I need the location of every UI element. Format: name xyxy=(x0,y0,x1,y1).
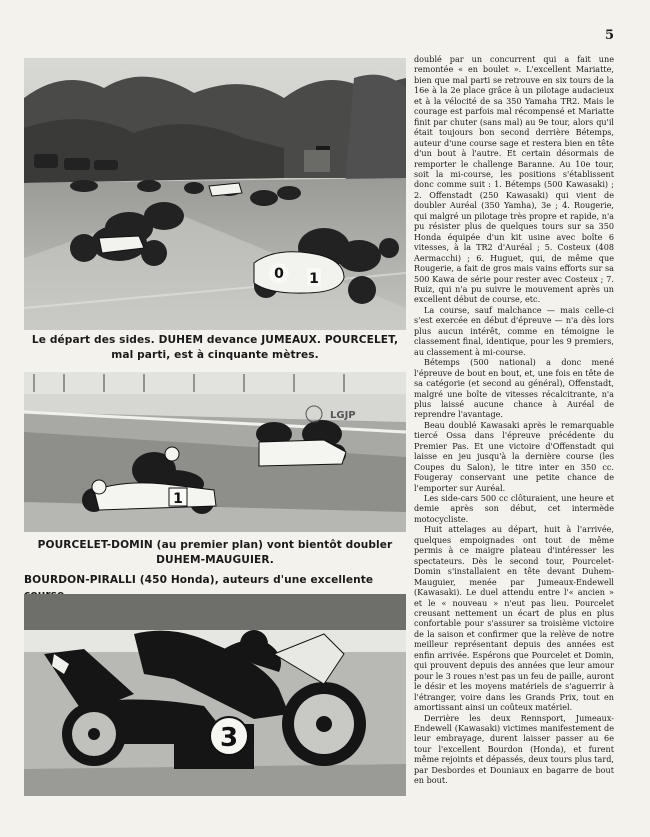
photo-sidecar-start xyxy=(24,58,406,330)
article-paragraph: Huit attelages au départ, huit à l'arrivée, quelques empoignades ont tout de même permis à ce maigre plateau d'intéresser les spectateurs. Dès le second tour, Pourcelet-Domin s'installaient en tête devant Duhem-Mauguier, menée par Jumeaux-Endewell (Kawasaki). Le duel attendu entre l'« ancien » et le « nouveau » n'eut pas lieu. Pourcelet creusant nettement un écart de plus en plus confortable pour s'assurer sa troisième victoire de la saison et confirmer que la relève de notre meilleur représentant depuis des années est enfin arrivée. Espérons que Pourcelet et Domin, qui prouvent depuis des années que leur amour pour le 3 roues n'est pas un feu de paille, auront le désir et les moyens matériels de s'aguerrir à l'étranger, voire dans les Grands Prix, tout en amortissant ainsi un coûteux matériel. xyxy=(414,524,614,713)
caption-photo3: BOURDON-PIRALLI (450 Honda), auteurs d'une excellente xyxy=(24,574,374,586)
article-paragraph: Bétemps (500 national) a donc mené l'épreuve de bout en bout, et, une fois en tête de sa catégorie (et second au général), Offenstadt, malgré une boîte de vitesses récalcitrante, n'a plus laissé aucune chance à Auréal de reprendre l'avantage. xyxy=(414,357,614,420)
article-paragraph: doublé par un concurrent qui a fait une remontée « en boulet ». L'excellent Mariatte, bien que mal parti se retrouve en six tours de la 16e à la 2e place grâce à un pilotage audacieux et à la vélocité de sa 350 Yamaha TR2. Mais le courage est parfois mal récompensé et Mariatte finit par chuter (sans mal) au 9e tour, alors qu'il était toujours bon second derrière Bétemps, auteur d'une course sage et restera bien en tête d'un bout à l'autre. Et certain désormais de remporter le challenge Baranne. Au 10e tour, soit la mi-course, les positions s'établissent donc comme suit : 1. Bétemps (500 Kawasaki) ; 2. Offenstadt (250 Kawasaki) qui vient de doubler Auréal (350 Yamha), 3e ; 4. Rougerie, qui malgré un pilotage très propre et rapide, n'a pu résister plus de quelques tours sur sa 350 Honda équipée d'un kit usine avec boîte 6 vitesses, à la TR2 d'Auréal ; 5. Costeux (408 Aermacchi) ; 6. Huguet, qui, de même que Rougerie, a fait de gros mais vains efforts sur sa 500 Kawa de série pour rester avec Costeux ; 7. Ruiz, qui n'a pu suivre le mouvement après un excellent début de course, etc. xyxy=(414,54,614,305)
svg-text:0: 0 xyxy=(274,266,284,282)
article-paragraph: Derrière les deux Rennsport, Jumeaux-Endewell (Kawasaki) victimes manifestement de leur embrayage, durent laisser passer au 6e tour l'excellent Bourdon (Honda), et furent même rejoints et dépassés, deux tours plus tard, par Desbordes et Douniaux en bagarre de bout en bout. xyxy=(414,712,614,786)
photo-bourdon-piralli xyxy=(24,594,406,796)
article-paragraph: Les side-cars 500 cc clôturaient, une heure et demie après son début, cet intermède motocycliste. xyxy=(414,493,614,524)
caption-photo1: Le départ des sides. DUHEM devance JUMEAUX. POURCELET, mal parti, est à cinquante mètres. xyxy=(31,334,399,361)
article-body xyxy=(414,54,614,786)
sidecar-number: 1 xyxy=(173,491,183,507)
article-paragraph: La course, sauf malchance — mais celle-ci s'est exercée en début d'épreuve — n'a dès lors plus aucun intérêt, comme en témoigne le classement final, identique, pour les 9 premiers, au classement à mi-course. xyxy=(414,304,614,357)
photo-pourcelet-domin xyxy=(24,372,406,532)
page-number: 5 xyxy=(604,28,614,43)
sidecar-number: 1 xyxy=(309,271,319,287)
watermark: LGJP xyxy=(330,410,356,421)
article-paragraph: Beau doublé Kawasaki après le remarquable tiercé Ossa dans l'épreuve précédente du Premier Pas. Et une victoire d'Offenstadt qui laisse en jeu jusqu'à la dernière course (les Coupes du Salon), le titre inter en 350 cc. Fougeray conservant une petite chance de l'emporter sur Auréal. xyxy=(414,419,614,493)
caption-photo2: POURCELET-DOMIN (au premier plan) vont bientôt doubler DUHEM-MAUGUIER. xyxy=(37,539,393,566)
sidecar-number: 3 xyxy=(219,723,239,753)
